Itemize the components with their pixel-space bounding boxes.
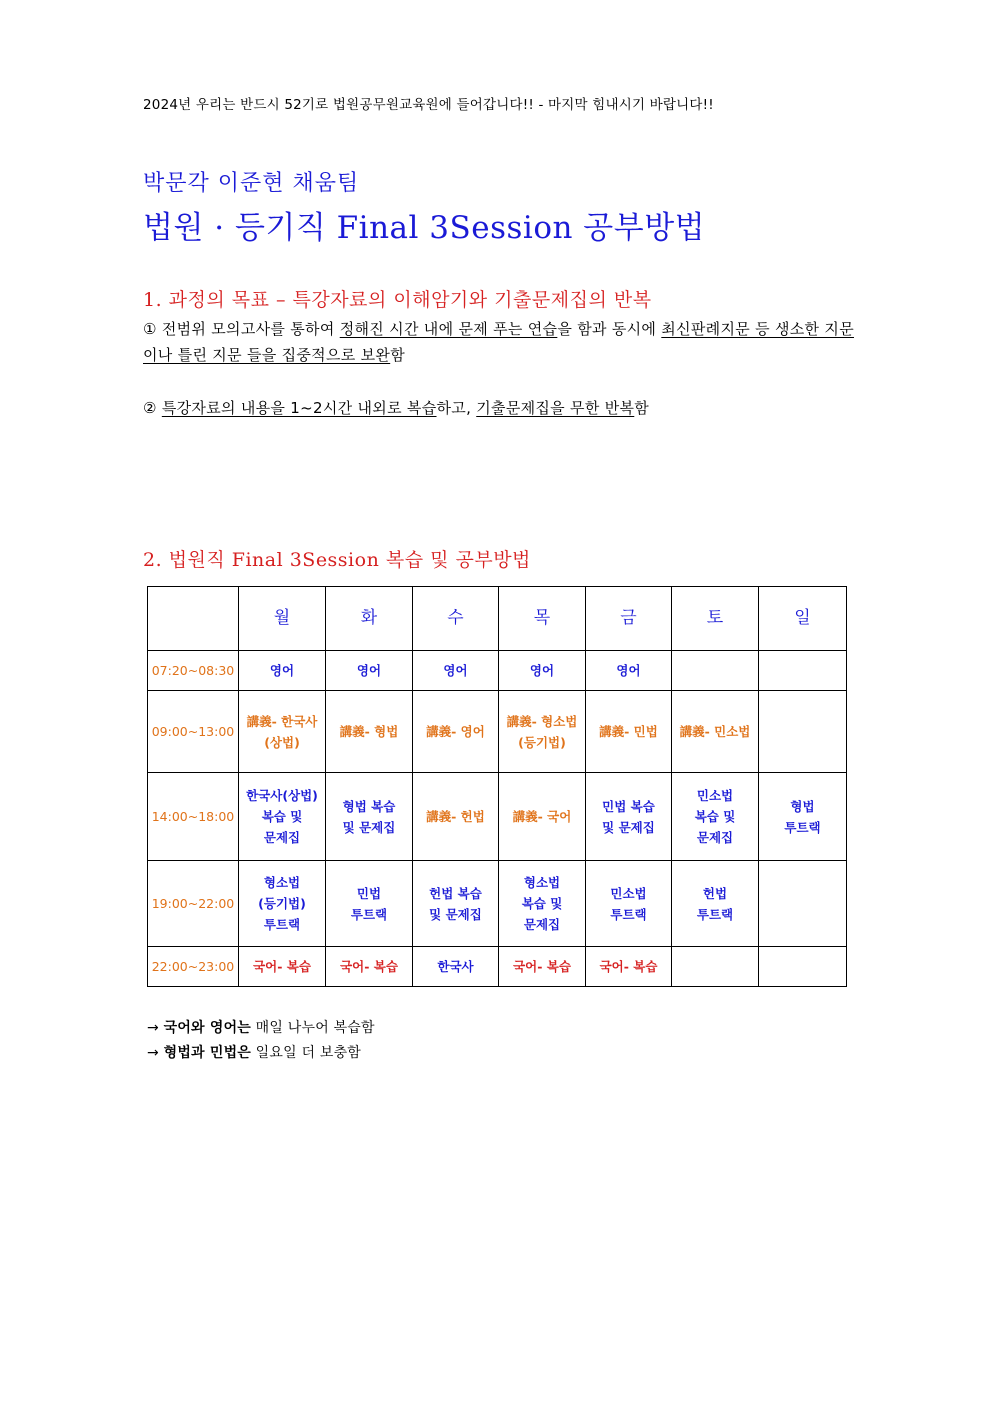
schedule-cell: 국어- 복습	[499, 947, 586, 987]
top-banner-text: 2024년 우리는 반드시 52기로 법원공무원교육원에 들어갑니다!! - 마지막 힘내시기 바랍니다!!	[143, 97, 714, 113]
time-slot: 07:20~08:30	[148, 651, 239, 691]
day-header: 화	[326, 587, 413, 651]
section1-title: 1. 과정의 목표 – 특강자료의 이해암기와 기출문제집의 반복	[143, 289, 652, 311]
header-corner	[148, 587, 239, 651]
arrow-icon: →	[147, 1020, 164, 1036]
day-header: 토	[672, 587, 759, 651]
table-row	[148, 861, 847, 947]
section2-title: 2. 법원직 Final 3Session 복습 및 공부방법	[143, 549, 531, 571]
schedule-cell: 국어- 복습	[586, 947, 672, 987]
schedule-cell: 형법 복습 및 문제집	[326, 773, 413, 861]
schedule-cell: 영어	[586, 651, 672, 691]
schedule-cell: 講義- 형법	[326, 691, 413, 773]
schedule-cell: 형소법 (등기법) 투트랙	[239, 861, 326, 947]
schedule-cell: 민소법 투트랙	[586, 861, 672, 947]
note1-rest: 매일 나누어 복습함	[251, 1020, 375, 1036]
table-row	[148, 651, 847, 691]
page-title: 법원 · 등기직 Final 3Session 공부방법	[143, 210, 706, 246]
goal-item-2	[143, 395, 855, 421]
schedule-cell	[672, 947, 759, 987]
time-slot: 09:00~13:00	[148, 691, 239, 773]
schedule-header-row	[148, 587, 847, 651]
goal2-underline-2: 기출문제집을 무한 반복	[476, 399, 635, 417]
schedule-cell: 講義- 형소법 (등기법)	[499, 691, 586, 773]
schedule-cell: 講義- 헌법	[413, 773, 499, 861]
note-1	[147, 1017, 375, 1037]
note-2	[147, 1042, 361, 1062]
day-header: 월	[239, 587, 326, 651]
goal1-underline-1: 정해진 시간 내에 문제 푸는 연습	[339, 320, 558, 338]
time-slot: 14:00~18:00	[148, 773, 239, 861]
table-row	[148, 947, 847, 987]
goal-item-1	[143, 316, 855, 368]
schedule-cell: 한국사(상법) 복습 및 문제집	[239, 773, 326, 861]
table-row	[148, 773, 847, 861]
time-slot: 19:00~22:00	[148, 861, 239, 947]
schedule-cell: 국어- 복습	[326, 947, 413, 987]
schedule-cell	[759, 861, 847, 947]
goal1-underline-2: 최신판례지문 등 생소한 지문이나 틀린 지문 들을 집중적으로 보완	[143, 320, 854, 364]
goal2-text-a: ②	[143, 399, 162, 417]
arrow-icon: →	[147, 1045, 164, 1061]
note2-rest: 일요일 더 보충함	[251, 1045, 362, 1061]
schedule-cell: 講義- 영어	[413, 691, 499, 773]
schedule-cell	[672, 651, 759, 691]
schedule-table	[147, 586, 847, 987]
schedule-cell: 형소법 복습 및 문제집	[499, 861, 586, 947]
schedule-cell: 講義- 민법	[586, 691, 672, 773]
time-slot: 22:00~23:00	[148, 947, 239, 987]
schedule-cell: 영어	[413, 651, 499, 691]
note1-bold: 국어와 영어는	[163, 1020, 252, 1036]
goal1-text-b: 을 함과 동시에	[557, 320, 662, 338]
schedule-cell: 講義- 한국사 (상법)	[239, 691, 326, 773]
day-header: 목	[499, 587, 586, 651]
goal2-text-b: 하고,	[436, 399, 477, 417]
team-name: 박문각 이준현 채움팀	[143, 171, 360, 196]
schedule-cell	[759, 651, 847, 691]
note2-bold: 형법과 민법은	[163, 1045, 252, 1061]
schedule-cell: 헌법 복습 및 문제집	[413, 861, 499, 947]
schedule-cell: 민법 복습 및 문제집	[586, 773, 672, 861]
schedule-cell: 영어	[239, 651, 326, 691]
schedule-cell	[759, 691, 847, 773]
schedule-cell: 민소법 복습 및 문제집	[672, 773, 759, 861]
schedule-cell: 민법 투트랙	[326, 861, 413, 947]
day-header: 금	[586, 587, 672, 651]
day-header: 수	[413, 587, 499, 651]
schedule-cell: 헌법 투트랙	[672, 861, 759, 947]
table-row	[148, 691, 847, 773]
schedule-cell: 국어- 복습	[239, 947, 326, 987]
goal1-text-a: ① 전범위 모의고사를 통하여	[143, 320, 340, 338]
goal1-text-c: 함	[390, 346, 405, 364]
day-header: 일	[759, 587, 847, 651]
schedule-cell: 영어	[326, 651, 413, 691]
schedule-cell: 한국사	[413, 947, 499, 987]
schedule-cell: 형법 투트랙	[759, 773, 847, 861]
schedule-cell: 講義- 국어	[499, 773, 586, 861]
schedule-cell: 講義- 민소법	[672, 691, 759, 773]
schedule-cell: 영어	[499, 651, 586, 691]
schedule-cell	[759, 947, 847, 987]
goal2-underline-1: 특강자료의 내용을 1~2시간 내외로 복습	[161, 399, 437, 417]
goal2-text-c: 함	[634, 399, 650, 417]
